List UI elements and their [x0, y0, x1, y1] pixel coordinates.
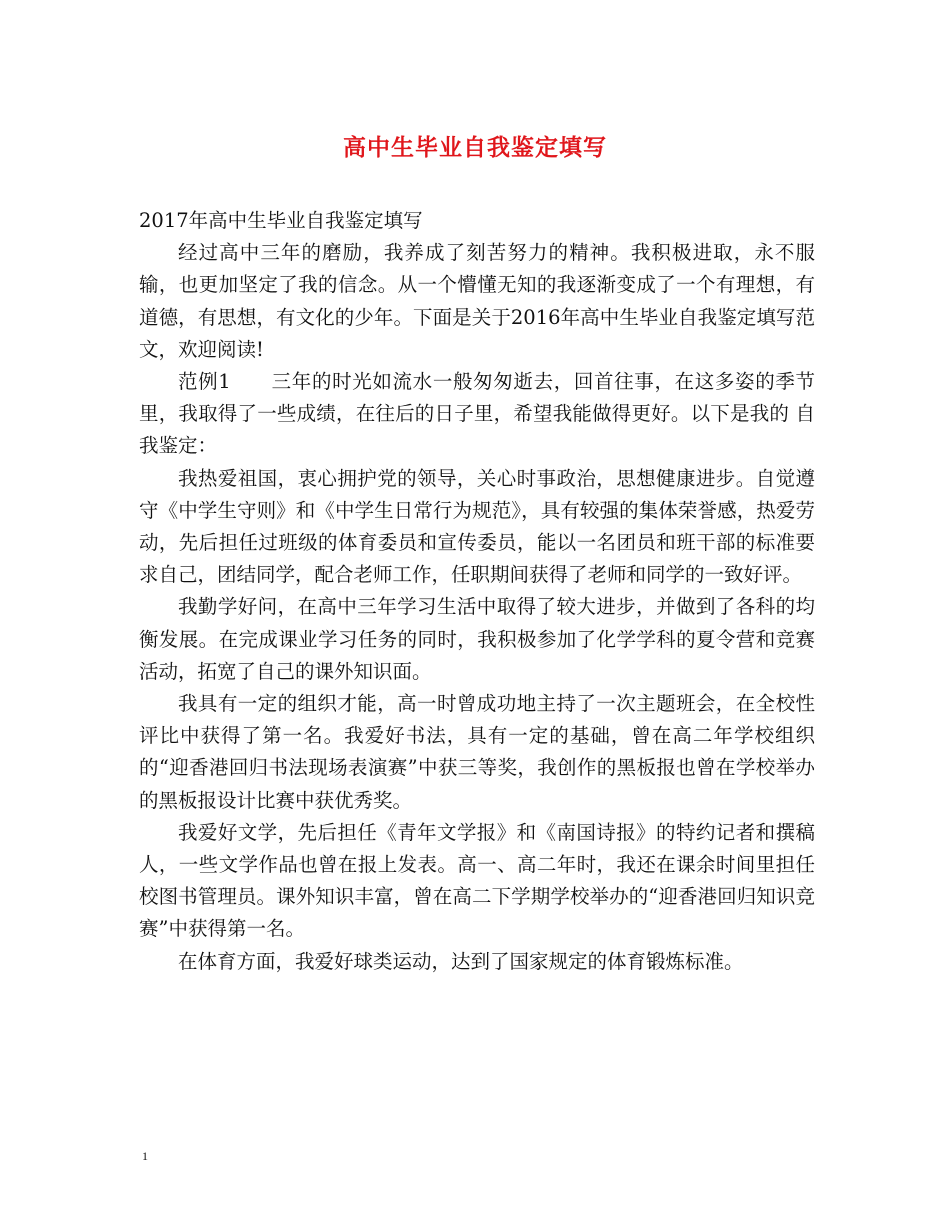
document-title: 高中生毕业自我鉴定填写	[343, 134, 607, 161]
paragraph-sports: 在体育方面，我爱好球类运动，达到了国家规定的体育锻炼标准。	[178, 949, 744, 973]
paragraph-literature: 我爱好文学，先后担任《青年文学报》和《南国诗报》的特约记者和撰稿人，一些文学作品也曾在报上发表。高一、高二年时，我还在课余时间里担任校图书管理员。课外知识丰富，曾在高二下学期学校举办的“迎香港回归知识竞赛”中获得第一名。	[139, 820, 815, 941]
document-subtitle: 2017年高中生毕业自我鉴定填写	[139, 209, 423, 232]
paragraph-organization: 我具有一定的组织才能，高一时曾成功地主持了一次主题班会，在全校性评比中获得了第一名。我爱好书法，具有一定的基础，曾在高二年学校组织的“迎香港回归书法现场表演赛”中获三等奖，我创作的黑板报也曾在学校举办的黑板报设计比赛中获优秀奖。	[139, 692, 815, 812]
paragraph-intro: 经过高中三年的磨励，我养成了刻苦努力的精神。我积极进取，永不服输，也更加坚定了我的信念。从一个懵懂无知的我逐渐变成了一个有理想，有道德，有思想，有文化的少年。下面是关于2016年高中生毕业自我鉴定填写范文，欢迎阅读!	[139, 241, 815, 361]
paragraph-example-1: 范例1 三年的时光如流水一般匆匆逝去，回首往事，在这多姿的季节里，我取得了一些成绩，在往后的日子里，希望我能做得更好。以下是我的 自我鉴定：	[139, 370, 815, 458]
paragraph-study: 我勤学好问，在高中三年学习生活中取得了较大进步，并做到了各科的均衡发展。在完成课业学习任务的同时，我积极参加了化学学科的夏令营和竞赛活动，拓宽了自己的课外知识面。	[139, 595, 815, 683]
paragraph-patriotism: 我热爱祖国，衷心拥护党的领导，关心时事政治，思想健康进步。自觉遵守《中学生守则》和《中学生日常行为规范》，具有较强的集体荣誉感，热爱劳动，先后担任过班级的体育委员和宣传委员，能以一名团员和班干部的标准要求自己，团结同学，配合老师工作，任职期间获得了老师和同学的一致好评。	[139, 466, 815, 587]
document-body	[139, 205, 815, 978]
page-number: 1	[142, 1149, 148, 1163]
